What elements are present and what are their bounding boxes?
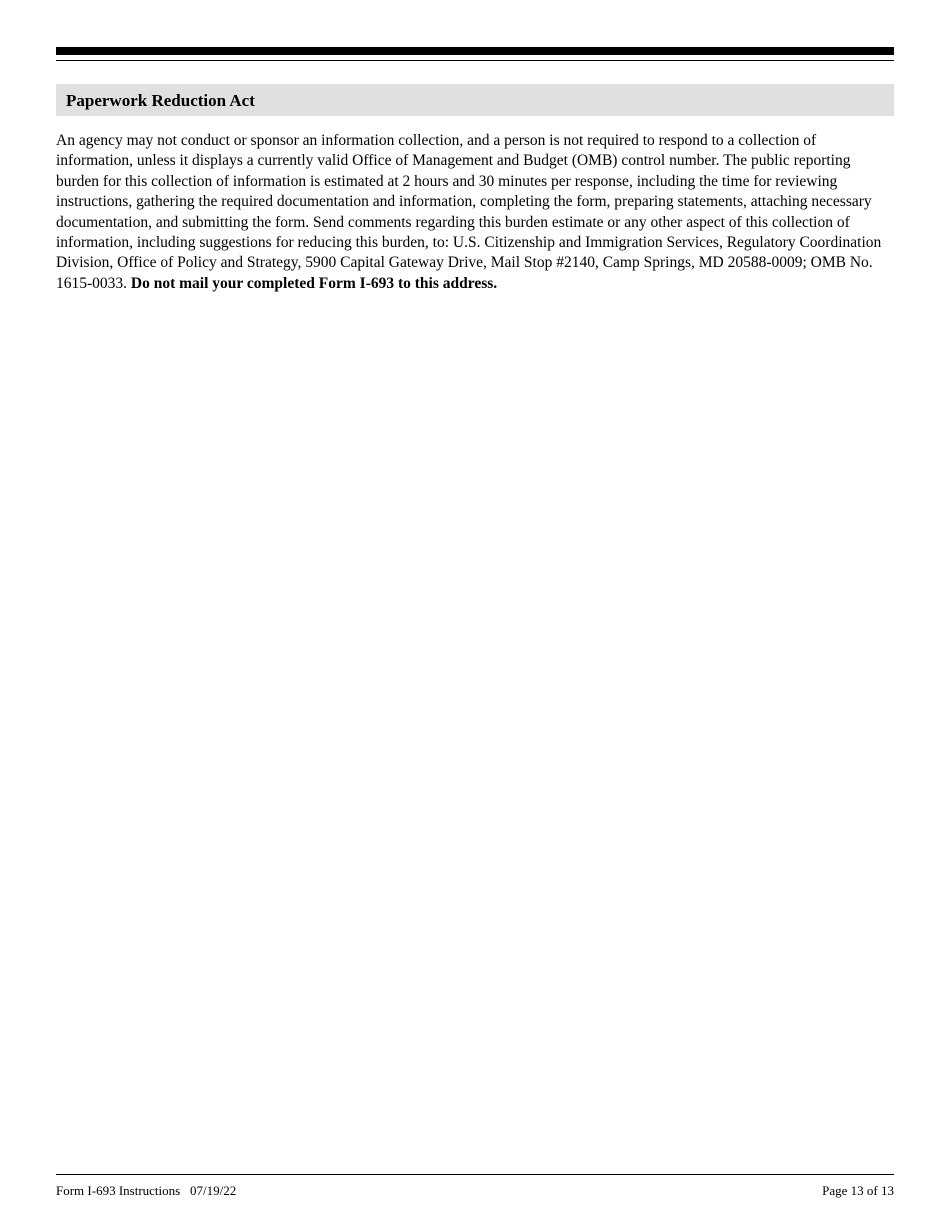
section-title: Paperwork Reduction Act xyxy=(66,90,255,110)
header-thick-rule xyxy=(56,47,894,55)
header-thin-rule xyxy=(56,60,894,61)
footer-form-name: Form I-693 Instructions xyxy=(56,1183,181,1198)
footer-form-info xyxy=(56,1183,236,1199)
footer-rule xyxy=(56,1174,894,1175)
paragraph-text: An agency may not conduct or sponsor an information collection, and a person is not required to respond to a collection of information, unless it displays a currently valid Office of Management and Budget (OMB) control number. The public reporting burden for this collection of information is estimated at 2 hours and 30 minutes per response, including the time for reviewing instructions, gathering the required documentation and information, completing the form, preparing statements, attaching necessary documentation, and submitting the form. Send comments regarding this burden estimate or any other aspect of this collection of information, including suggestions for reducing this burden, to: U.S. Citizenship and Immigration Services, Regulatory Coordination Division, Office of Policy and Strategy, 5900 Capital Gateway Drive, Mail Stop #2140, Camp Springs, MD 20588-0009; OMB No. 1615-0033. xyxy=(56,132,882,292)
footer-edition-date: 07/19/22 xyxy=(189,1183,237,1198)
section-header-bar xyxy=(56,84,894,116)
footer-page-number: Page 13 of 13 xyxy=(822,1183,894,1198)
paperwork-reduction-paragraph xyxy=(56,131,894,294)
mailing-notice: Do not mail your completed Form I-693 to this address. xyxy=(130,274,498,292)
